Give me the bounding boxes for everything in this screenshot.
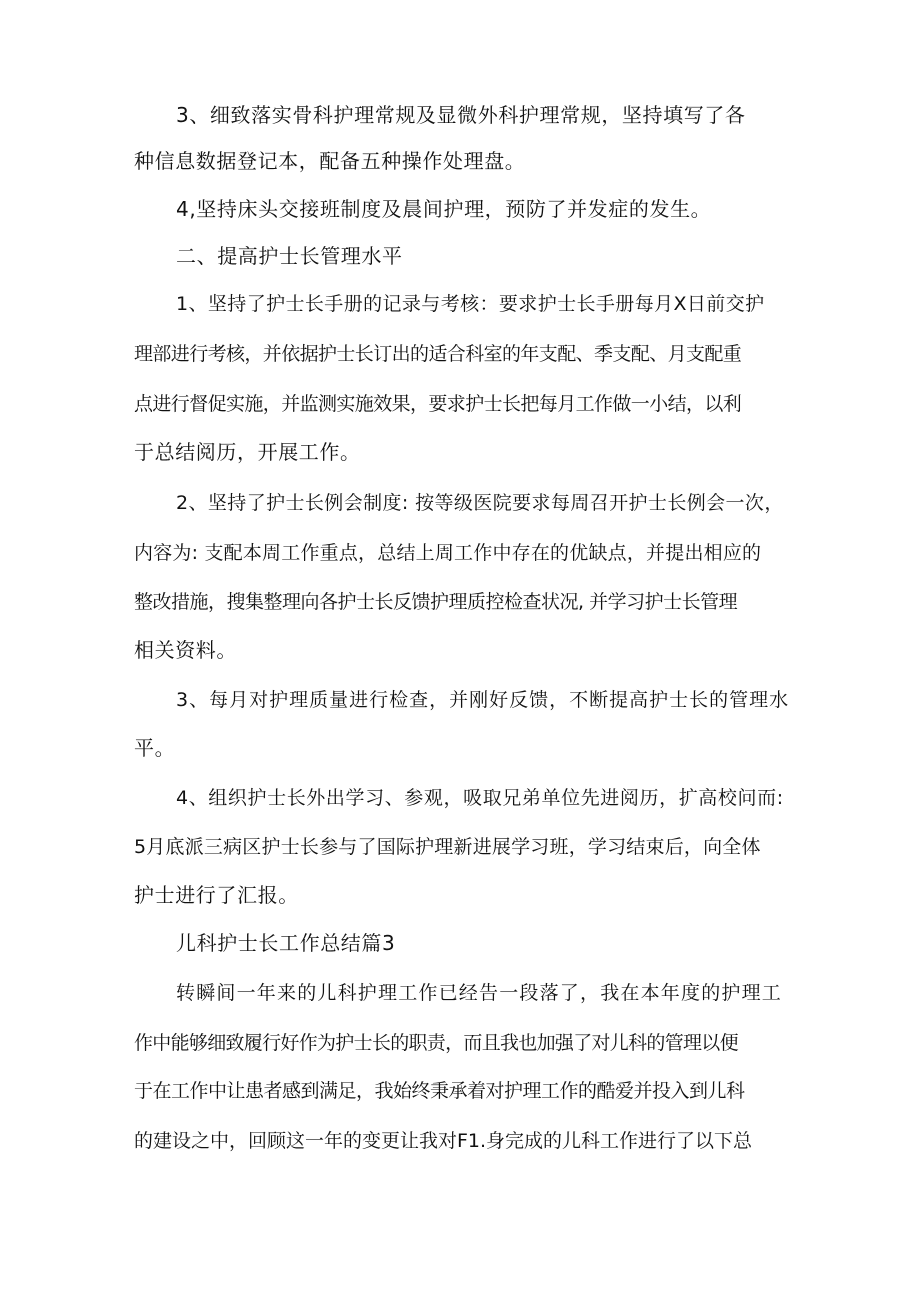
text-line: 的建设之中，回顾这一年的变更让我对F1.身完成的儿科工作进行了以下总	[134, 1130, 753, 1152]
text-line: 转瞬间一年来的儿科护理工作已经告一段落了，我在本年度的护理工	[176, 982, 783, 1004]
text-line: 内容为: 支配本周工作重点，总结上周工作中存在的优缺点，并提出相应的	[134, 542, 762, 564]
text-line: 相关资料。	[134, 638, 237, 662]
text-line: 种信息数据登记本，配备五种操作处理盘。	[134, 149, 526, 173]
text-line: 4,坚持床头交接班制度及晨间护理，预防了并发症的发生。	[176, 197, 712, 221]
text-line: 点进行督促实施，并监测实施效果，要求护士长把每月工作做一小结，以利	[134, 393, 742, 415]
section-heading: 二、提高护士长管理水平	[176, 244, 403, 268]
text-line: 3、细致落实骨科护理常规及显微外科护理常规，坚持填写了各	[176, 103, 746, 127]
text-line: 于在工作中让患者感到满足，我始终秉承着对护理工作的酷爱并投入到儿科	[134, 1080, 745, 1102]
section-heading: 儿科护士长工作总结篇3	[176, 931, 396, 955]
text-line: 理部进行考核，并依据护士长订出的适合科室的年支配、季支配、月支配重	[134, 343, 742, 365]
text-line: 于总结阅历，开展工作。	[134, 440, 361, 464]
text-line: 护士进行了汇报。	[134, 883, 299, 907]
text-line: 2、坚持了护士长例会制度: 按等级医院要求每周召开护士长例会一次，	[176, 492, 784, 514]
text-line: 4、组织护士长外出学习、参观，吸取兄弟单位先进阅历，扩高校问而:	[176, 787, 784, 809]
text-line: 整改措施，搜集整理向各护士长反馈护理质控检查状况, 并学习护士长管理	[134, 591, 738, 613]
text-line: 作中能够细致履行好作为护士长的职责，而且我也加强了对儿科的管理以便	[134, 1032, 738, 1054]
text-line: 3、每月对护理质量进行检查，并刚好反馈，不断提高护士长的管理水	[176, 689, 790, 711]
text-line: 平。	[134, 736, 176, 760]
text-line: 5月底派三病区护士长参与了国际护理新进展学习班，学习结束后，向全体	[134, 836, 761, 858]
text-line: 1、坚持了护士长手册的记录与考核：要求护士长手册每月X日前交护	[176, 293, 765, 315]
